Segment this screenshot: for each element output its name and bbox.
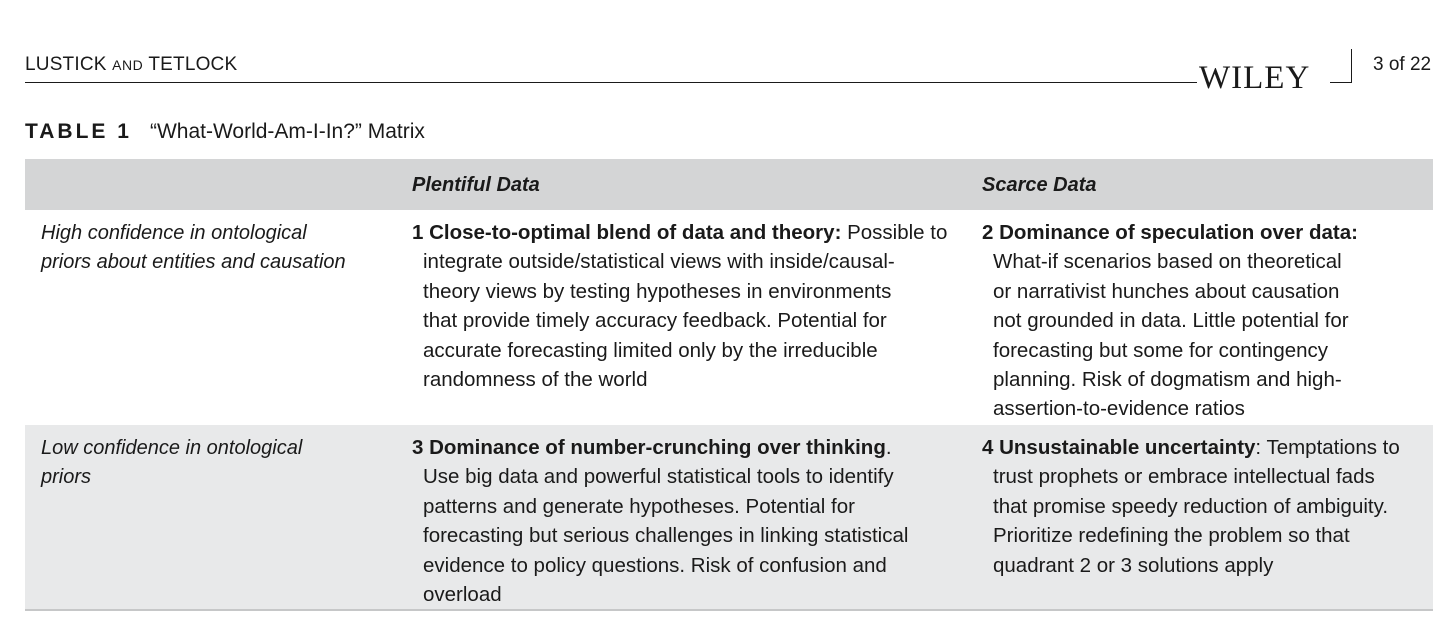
cell-line: evidence to policy questions. Risk of confusion and	[423, 553, 887, 577]
row-label-high-confidence	[41, 219, 371, 278]
table-label: TABLE 1	[25, 120, 132, 143]
cell-line: patterns and generate hypotheses. Potential for	[423, 494, 855, 518]
cell-line: assertion-to-evidence ratios	[993, 397, 1245, 421]
cell-line: overload	[423, 583, 502, 607]
cell-text: .	[885, 436, 892, 459]
author-conjunction: AND	[112, 57, 144, 73]
quadrant-number: 3	[412, 436, 424, 459]
cell-first-line	[412, 218, 972, 247]
cell-line: forecasting but serious challenges in linking statistical	[423, 524, 909, 548]
cell-line: quadrant 2 or 3 solutions apply	[993, 553, 1274, 577]
row-label-line: priors	[41, 466, 92, 489]
cell-line: that promise speedy reduction of ambiguity.	[993, 494, 1389, 518]
quadrant-1-cell	[412, 218, 972, 394]
quadrant-title: Close-to-optimal blend of data and theory:	[429, 221, 842, 244]
row-label-low-confidence	[41, 434, 371, 493]
cell-first-line	[412, 433, 972, 462]
cell-line: What-if scenarios based on theoretical	[993, 250, 1342, 274]
quadrant-title: Unsustainable uncertainty	[999, 436, 1256, 459]
cell-line: forecasting but some for contingency	[993, 338, 1329, 362]
quadrant-2-cell	[982, 218, 1427, 424]
cell-line: Prioritize redefining the problem so that	[993, 524, 1350, 548]
table-row	[25, 210, 1433, 425]
table-row	[25, 425, 1433, 609]
page-number: 3 of 22	[1373, 54, 1432, 75]
cell-line: that provide timely accuracy feedback. Potential for	[423, 309, 887, 333]
quadrant-title: Dominance of speculation over data:	[999, 221, 1358, 244]
cell-line: Use big data and powerful statistical tools to identify	[423, 465, 894, 489]
quadrant-3-cell	[412, 433, 972, 609]
cell-line: trust prophets or embrace intellectual fads	[993, 465, 1375, 489]
cell-line: accurate forecasting limited only by the irreducible	[423, 338, 878, 362]
quadrant-title: Dominance of number-crunching over thinking	[429, 436, 886, 459]
table-bottom-rule	[25, 609, 1433, 611]
row-label-line: High confidence in ontological	[41, 222, 307, 244]
column-header-plentiful-data: Plentiful Data	[412, 174, 540, 196]
running-head	[25, 54, 237, 76]
header-rule	[25, 82, 1197, 83]
cell-text: : Temptations to	[1255, 436, 1400, 459]
quadrant-number: 2	[982, 221, 994, 244]
quadrant-number: 4	[982, 436, 994, 459]
header-rule-right	[1330, 82, 1352, 83]
table-caption	[25, 120, 425, 144]
cell-line: randomness of the world	[423, 368, 648, 392]
header-divider	[1351, 49, 1352, 83]
quadrant-4-cell	[982, 433, 1427, 580]
cell-text: Possible to	[841, 221, 948, 244]
row-label-line: Low confidence in ontological	[41, 437, 303, 459]
cell-line: not grounded in data. Little potential for	[993, 309, 1349, 333]
cell-line: or narrativist hunches about causation	[993, 279, 1340, 303]
cell-first-line	[982, 218, 1427, 247]
cell-line: planning. Risk of dogmatism and high-	[993, 368, 1342, 392]
author-name-2: TETLOCK	[148, 54, 238, 75]
row-label-line: priors about entities and causation	[41, 251, 346, 274]
publisher-logo: WILEY	[1199, 60, 1311, 96]
author-name-1: LUSTICK	[25, 54, 107, 75]
cell-first-line	[982, 433, 1427, 462]
column-header-scarce-data: Scarce Data	[982, 174, 1097, 196]
cell-line: theory views by testing hypotheses in environments	[423, 279, 892, 303]
table-header-row	[25, 159, 1433, 210]
quadrant-number: 1	[412, 221, 424, 244]
table-title: “What-World-Am-I-In?” Matrix	[149, 120, 425, 143]
cell-line: integrate outside/statistical views with inside/causal-	[423, 250, 895, 274]
